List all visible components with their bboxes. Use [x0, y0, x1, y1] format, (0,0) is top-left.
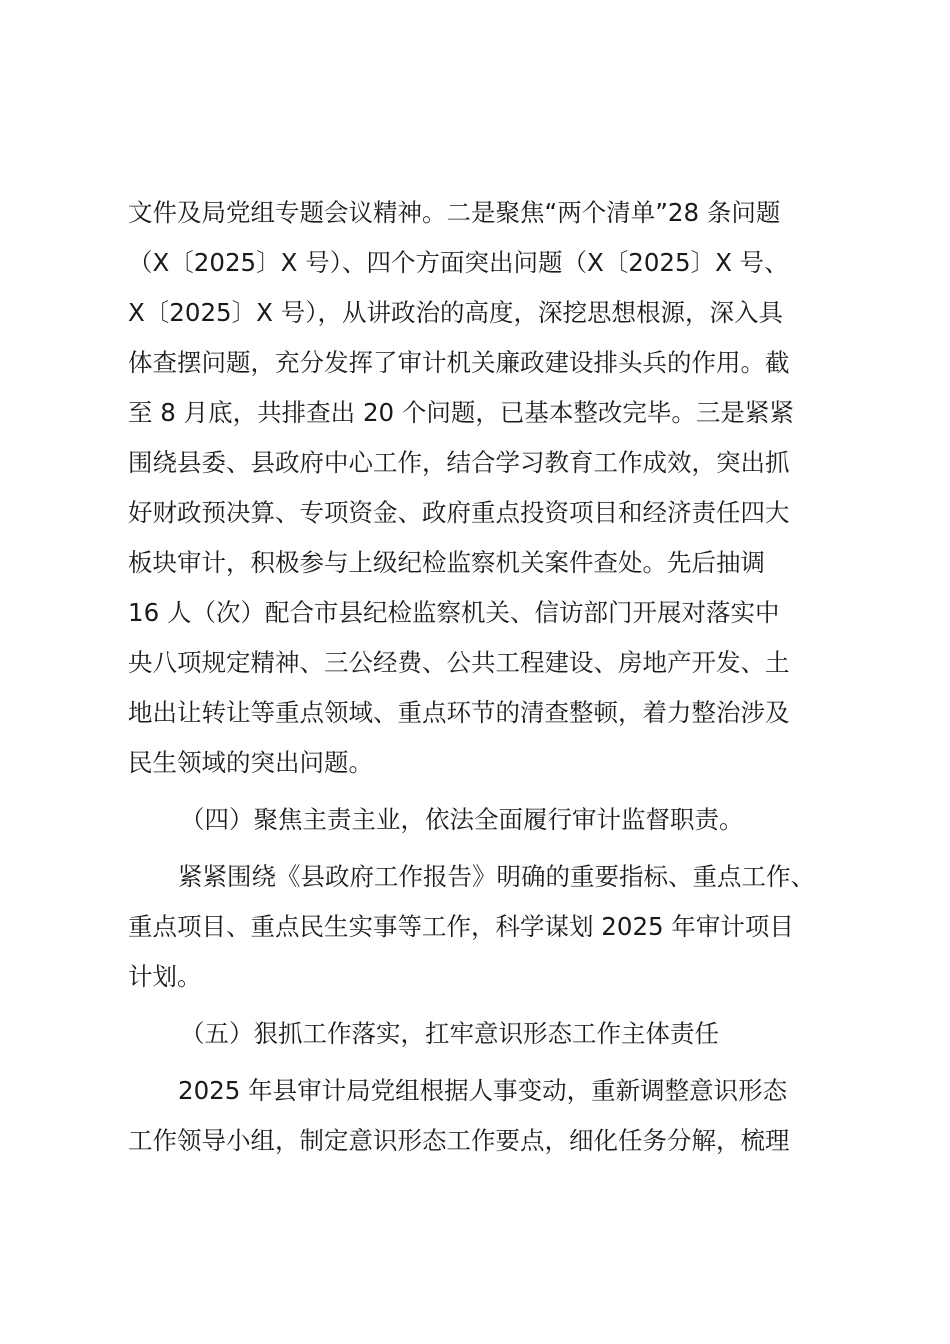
paragraph-line: 板块审计，积极参与上级纪检监察机关案件查处。先后抽调	[128, 548, 765, 577]
section-heading-5: （五）狠抓工作落实，扛牢意识形态工作主体责任	[180, 1019, 719, 1048]
paragraph-line: 重点项目、重点民生实事等工作，科学谋划 2025 年审计项目	[128, 912, 794, 941]
paragraph-line: X〔2025〕X 号），从讲政治的高度，深挖思想根源，深入具	[128, 298, 783, 327]
paragraph-line: 16 人（次）配合市县纪检监察机关、信访部门开展对落实中	[128, 598, 780, 627]
paragraph-line: 央八项规定精神、三公经费、公共工程建设、房地产开发、土	[128, 648, 790, 677]
paragraph-line: 紧紧围绕《县政府工作报告》明确的重要指标、重点工作、	[178, 862, 815, 891]
paragraph-line: 工作领导小组，制定意识形态工作要点，细化任务分解，梳理	[128, 1126, 790, 1155]
paragraph-line: 围绕县委、县政府中心工作，结合学习教育工作成效，突出抓	[128, 448, 790, 477]
paragraph-line: 至 8 月底，共排查出 20 个问题，已基本整改完毕。三是紧紧	[128, 398, 794, 427]
paragraph-line: （X〔2025〕X 号）、四个方面突出问题（X〔2025〕X 号、	[128, 248, 789, 277]
paragraph-line: 文件及局党组专题会议精神。二是聚焦“两个清单”28 条问题	[128, 198, 781, 227]
paragraph-line: 2025 年县审计局党组根据人事变动，重新调整意识形态	[178, 1076, 788, 1105]
paragraph-line: 地出让转让等重点领域、重点环节的清查整顿，着力整治涉及	[128, 698, 790, 727]
paragraph-line: 民生领域的突出问题。	[128, 748, 373, 777]
paragraph-line: 好财政预决算、专项资金、政府重点投资项目和经济责任四大	[128, 498, 790, 527]
paragraph-line: 体查摆问题，充分发挥了审计机关廉政建设排头兵的作用。截	[128, 348, 790, 377]
section-heading-4: （四）聚焦主责主业，依法全面履行审计监督职责。	[180, 805, 744, 834]
paragraph-line: 计划。	[128, 962, 202, 991]
